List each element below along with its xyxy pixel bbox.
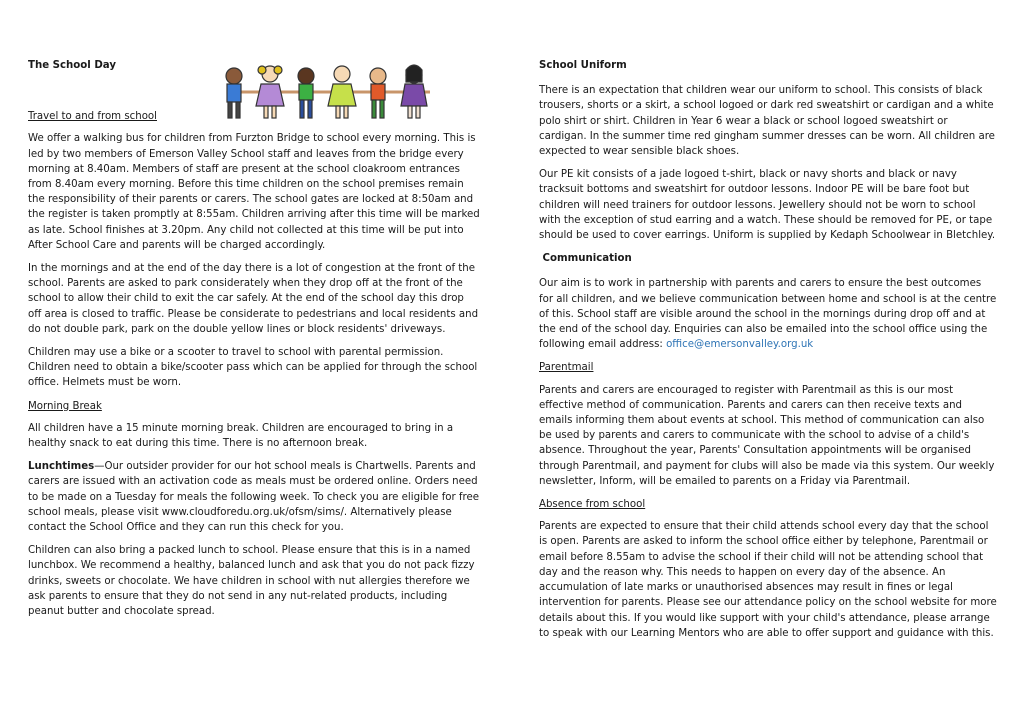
morning-break-paragraph: All children have a 15 minute morning break. Children are encouraged to bring in a healthy snack to eat during this time. There is no afternoon break. <box>28 422 454 450</box>
section-title-communication: Communication <box>539 253 632 265</box>
lunchtimes-text: —Our outsider provider for our hot school meals is Chartwells. Parents and carers are issued with an activation code as meals must be ordered online. Orders need to be made on a Tuesday for meals the following week. To check you are eligible for free school meals, please visit www.cloudforedu.org.uk/ofsm/sims/. Alternatively please contact the School Office and they can run this check for you. <box>28 461 480 534</box>
travel-paragraph-1: We offer a walking bus for children from Furzton Bridge to school every morning. This is led by two members of Emerson Valley School staff and leaves from the bridge every morning at 8.40am. Members of staff are present at the school cloakroom entrances from 8.40am every morning. Before this time children on the school premises remain the responsibility of their parents or carers. The school gates are locked at 8:50am and the register is taken promptly at 8:55am. Children arriving after this time will be marked as late. School finishes at 3.20pm. Any child not collected at this time will be put into After School Care and parents will be charged accordingly. <box>28 133 480 251</box>
right-column <box>539 58 997 649</box>
child-figure <box>328 66 356 118</box>
absence-paragraph: Parents are expected to ensure that their child attends school every day that the school is open. Parents are asked to inform the school office either by telephone, Parentmail or email before 8.55am to advise the school if their child will not be attending school that day and the reason why. This needs to happen on every day of the absence. An accumulation of late marks or unauthorised absences may result in fines or legal intervention for parents. Please see our attendance policy on the school website for more details about this. If you would like support with your child's attendance, please arrange to speak with our Learning Mentors who are able to offer support and guidance with this. <box>539 521 997 639</box>
heading-travel: Travel to and from school <box>28 111 157 123</box>
child-figure <box>226 68 242 118</box>
travel-paragraph-3: Children may use a bike or a scooter to travel to school with parental permission. Children need to obtain a bike/scooter pass which can be applied for through the school office. Helmets must be worn. <box>28 347 478 389</box>
travel-paragraph-2: In the mornings and at the end of the day there is a lot of congestion at the front of the school. Parents are asked to park considerately when they drop off at the front of the school to allow their child to exit the car safely. At the end of the school day this drop off area is closed to traffic. Please be considerate to pedestrians and local residents and do not double park, park on the double yellow lines or block residents' driveways. <box>28 263 479 335</box>
left-column <box>28 58 480 627</box>
section-title-school-day: The School Day <box>28 60 116 71</box>
child-figure <box>298 68 314 118</box>
heading-morning-break: Morning Break <box>28 400 102 412</box>
child-figure <box>256 66 284 118</box>
school-office-email-link[interactable]: office@emersonvalley.org.uk <box>666 339 814 351</box>
packed-lunch-paragraph: Children can also bring a packed lunch to school. Please ensure that this is in a named lunchbox. We recommend a healthy, balanced lunch and ask that you do not pack fizzy drinks, sweets or chocolate. We have children in school with nut allergies therefore we ask parents to ensure that they do not send in any nut-related products, including peanut butter and chocolate spread. <box>28 545 475 618</box>
communication-paragraph <box>539 276 997 352</box>
uniform-paragraph-2: Our PE kit consists of a jade logoed t-shirt, black or navy shorts and black or navy tracksuit bottoms and sweatshirt for outdoor lessons. Indoor PE will be bare foot but children will need trainers for outdoor lessons. Jewellery should not be worn to school with the exception of stud earring and a watch. These should be removed for PE, or tape should be used to cover earrings. Uniform is supplied by Kedaph Schoolwear in Bletchley. <box>539 169 996 242</box>
child-figure <box>401 65 427 118</box>
communication-text: Our aim is to work in partnership with parents and carers to ensure the best outcomes for all children, and we believe communication between home and school is at the centre of this. School staff are visible around the school in the mornings during drop off and at the end of the school day. Enquiries can also be emailed into the school office using the following email address: <box>539 278 997 351</box>
heading-absence: Absence from school <box>539 499 646 511</box>
uniform-paragraph-1: There is an expectation that children wear our uniform to school. This consists of black trousers, shorts or a skirt, a school logoed or dark red sweatshirt or cardigan and a white polo shirt or shirt. Children in Year 6 wear a black or school logoed sweatshirt or cardigan. In the summer time red gingham summer dresses can be worn. All children are expected to wear sensible black shoes. <box>539 85 995 158</box>
section-title-uniform: School Uniform <box>539 60 627 71</box>
heading-parentmail: Parentmail <box>539 362 594 374</box>
children-holding-hands-illustration <box>210 62 450 124</box>
lunchtimes-label: Lunchtimes <box>28 461 95 473</box>
lunchtimes-paragraph <box>28 459 480 535</box>
child-figure <box>370 68 386 118</box>
parentmail-paragraph: Parents and carers are encouraged to register with Parentmail as this is our most effective method of communication. Parents and carers can then receive texts and emails informing them about events at school. This method of communication can also be used by parents and carers to communicate with the school to advise of a child's absence. Throughout the year, Parents' Consultation appointments will be organised through Parentmail, and payment for clubs will also be made via this system. Our weekly newsletter, Inform, will be emailed to parents on a Friday via Parentmail. <box>539 384 995 487</box>
